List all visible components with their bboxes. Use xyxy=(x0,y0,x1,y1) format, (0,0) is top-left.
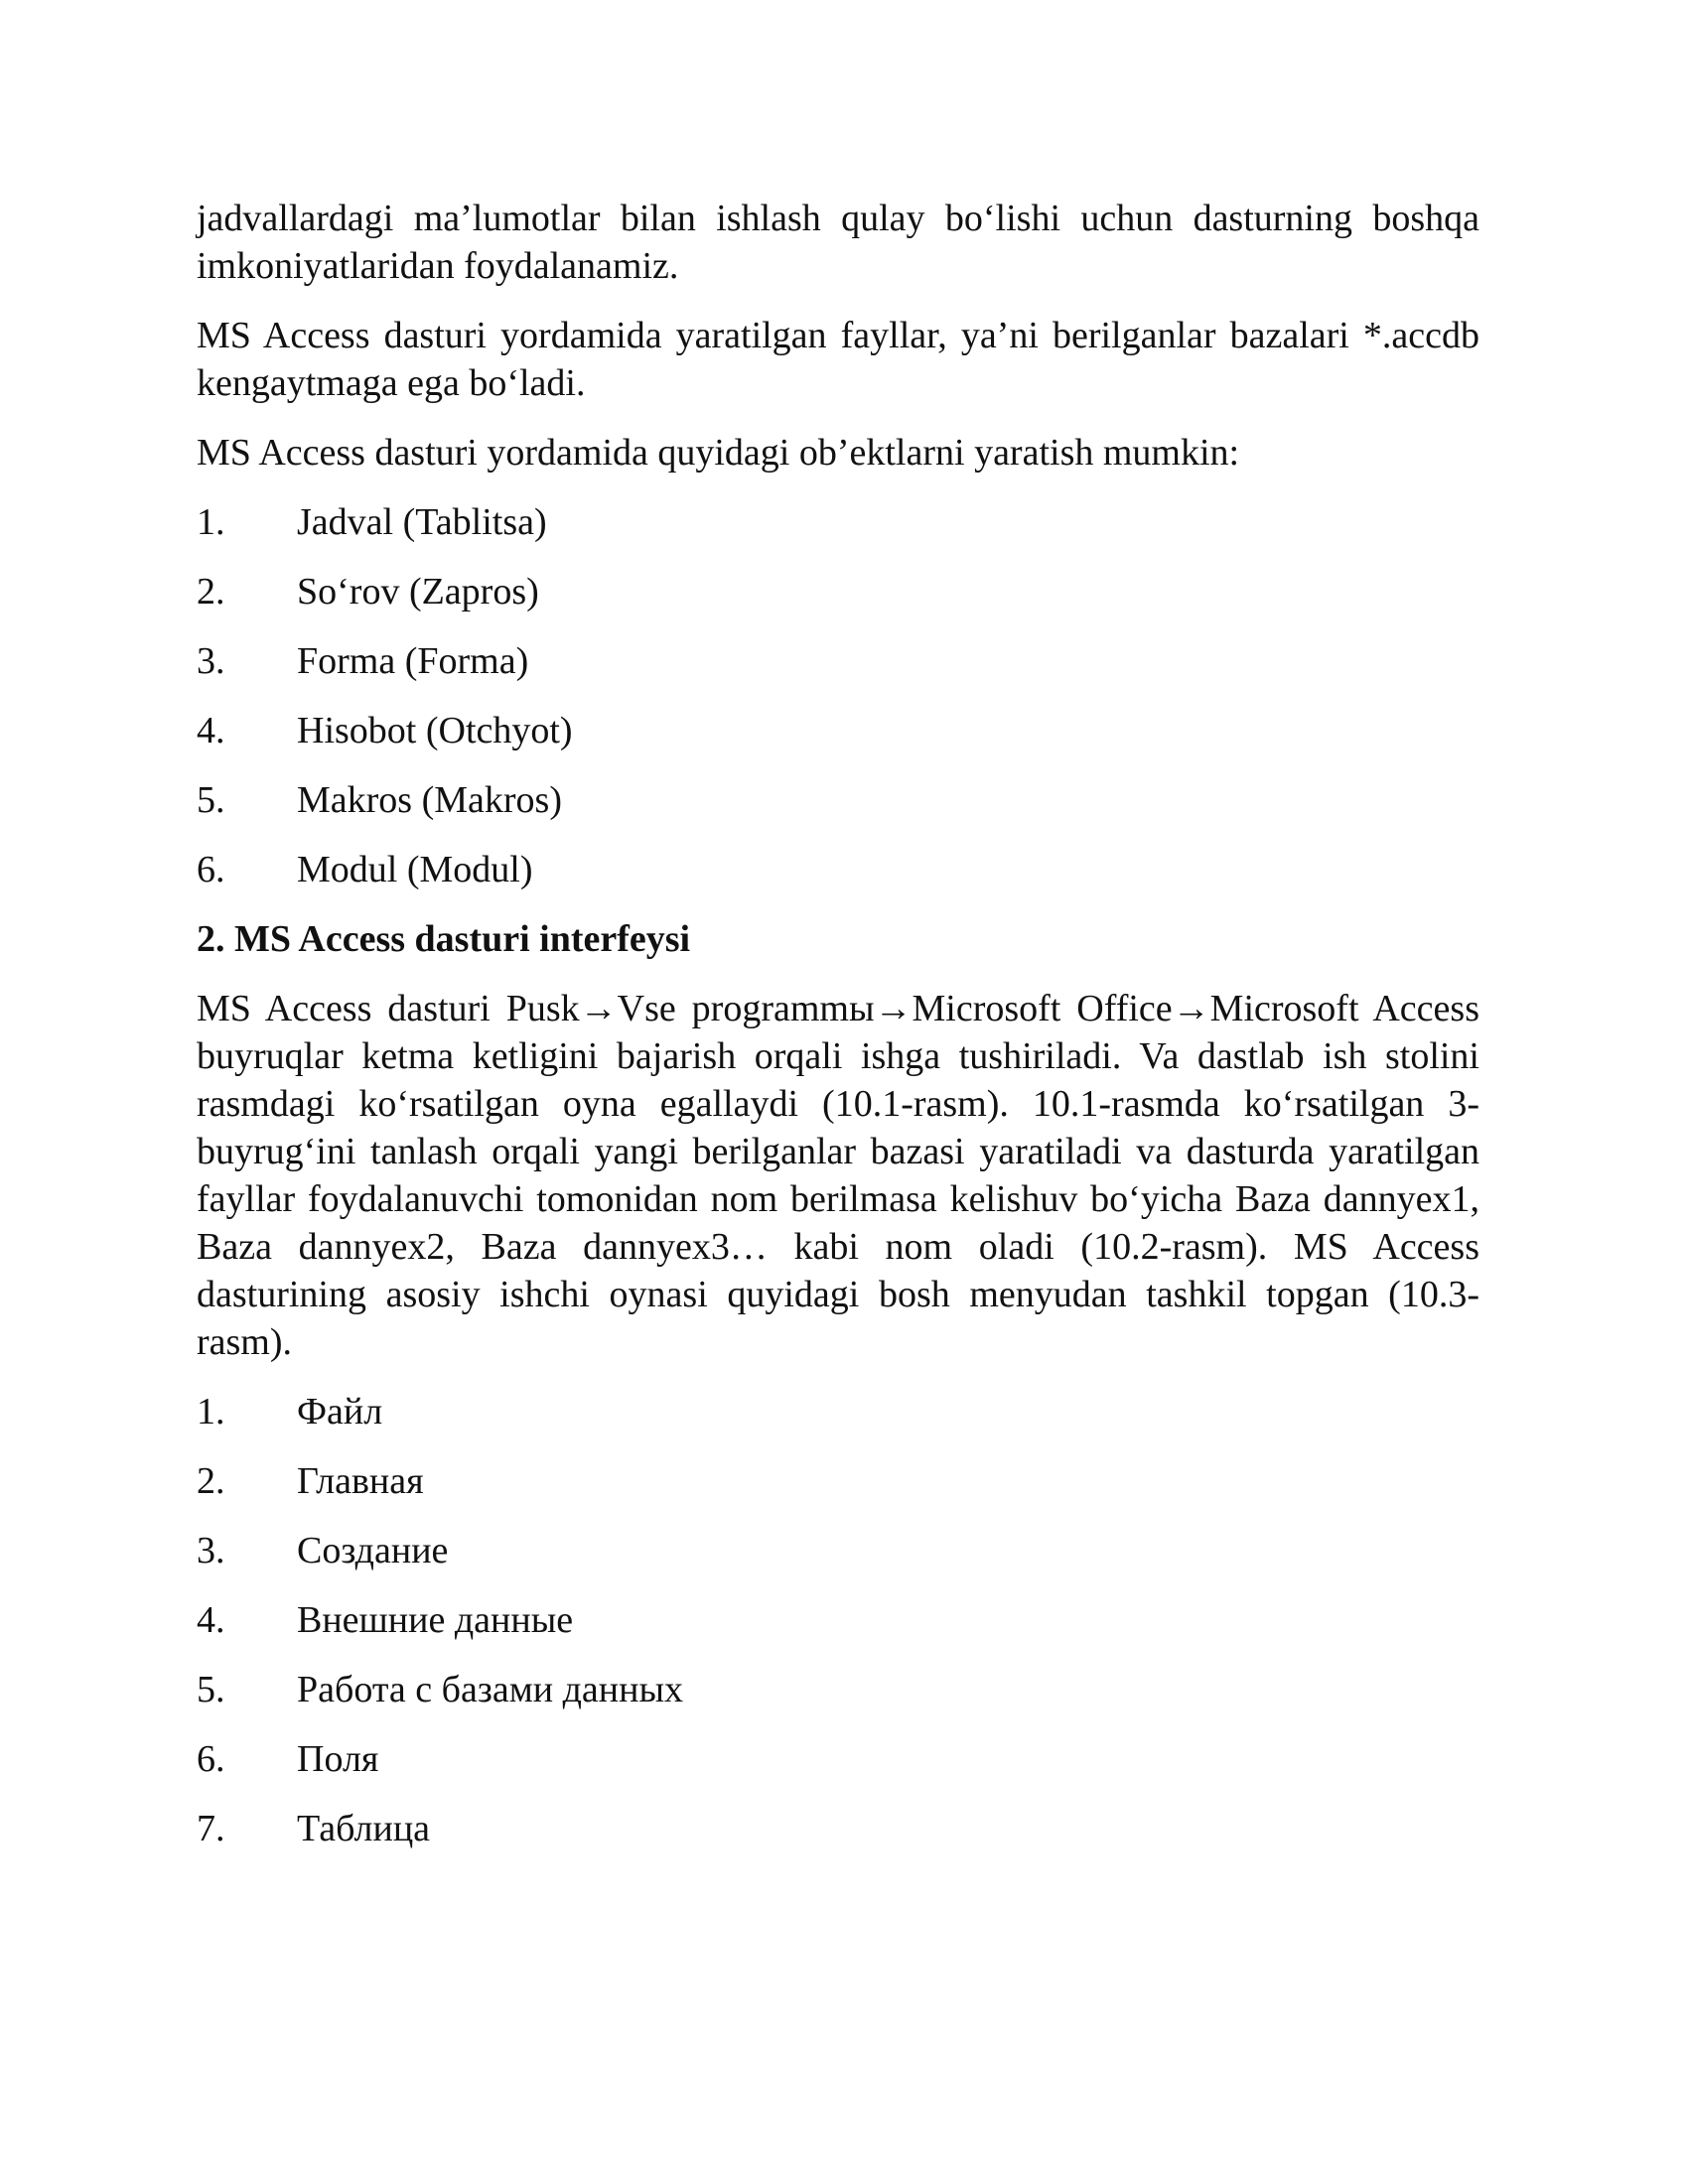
list-item-number: 7. xyxy=(197,1808,225,1849)
list-item xyxy=(197,707,1479,754)
list-item-number: 6. xyxy=(197,1738,225,1780)
list-item-text: Поля xyxy=(297,1738,379,1780)
objects-intro: MS Access dasturi yordamida quyidagi ob’ektlarni yaratish mumkin: xyxy=(197,432,1240,474)
list-item-number: 1. xyxy=(197,501,225,543)
list-item xyxy=(197,1596,1479,1644)
list-item xyxy=(197,1527,1479,1574)
list-item-text: So‘rov (Zapros) xyxy=(297,571,539,613)
document-page xyxy=(197,195,1479,1874)
section-heading: 2. MS Access dasturi interfeysi xyxy=(197,918,691,960)
list-item xyxy=(197,1388,1479,1435)
intro-paragraph: jadvallardagi ma’lumotlar bilan ishlash qulay bo‘lishi uchun dasturning boshqa imkoniyatlaridan foydalanamiz. xyxy=(197,198,1479,287)
list-item xyxy=(197,776,1479,824)
list-item xyxy=(197,637,1479,685)
list-item-number: 2. xyxy=(197,1460,225,1502)
list-item-text: Создание xyxy=(297,1530,449,1571)
list-item-number: 4. xyxy=(197,1599,225,1641)
list-item-number: 1. xyxy=(197,1391,225,1433)
list-item-number: 3. xyxy=(197,640,225,682)
list-item-text: Forma (Forma) xyxy=(297,640,529,682)
list-item-number: 6. xyxy=(197,849,225,890)
list-item-text: Файл xyxy=(297,1391,383,1433)
list-item xyxy=(197,1457,1479,1505)
list-item-number: 3. xyxy=(197,1530,225,1571)
list-item-text: Внешние данные xyxy=(297,1599,574,1641)
list-item-text: Modul (Modul) xyxy=(297,849,533,890)
list-item xyxy=(197,1805,1479,1852)
list-item-text: Таблица xyxy=(297,1808,431,1849)
list-item xyxy=(197,568,1479,615)
list-item xyxy=(197,1735,1479,1783)
list-item-number: 5. xyxy=(197,1669,225,1710)
list-item-text: Работа с базами данных xyxy=(297,1669,683,1710)
interface-paragraph: MS Access dasturi Pusk→Vse programmы→Microsoft Office→Microsoft Access buyruqlar ketma ketligini bajarish orqali ishga tushiriladi. Va dastlab ish stolini rasmdagi ko‘rsatilgan oyna egallaydi (10.1-rasm). 10.1-rasmda ko‘rsatilgan 3-buyrug‘ini tanlash orqali yangi berilganlar bazasi yaratiladi va dasturda yaratilgan fayllar foydalanuvchi tomonidan nom berilmasa kelishuv bo‘yicha Baza dannyex1, Baza dannyex2, Baza dannyex3… kabi nom oladi (10.2-rasm). MS Access dasturining asosiy ishchi oynasi quyidagi bosh menyudan tashkil topgan (10.3-rasm). xyxy=(197,988,1479,1363)
list-item-text: Hisobot (Otchyot) xyxy=(297,710,573,751)
list-item xyxy=(197,498,1479,546)
objects-list xyxy=(197,498,1479,893)
extension-paragraph: MS Access dasturi yordamida yaratilgan fayllar, ya’ni berilganlar bazalari *.accdb kengaytmaga ega bo‘ladi. xyxy=(197,315,1479,404)
list-item xyxy=(197,846,1479,893)
menu-list xyxy=(197,1388,1479,1852)
list-item xyxy=(197,1666,1479,1713)
list-item-number: 2. xyxy=(197,571,225,613)
list-item-number: 5. xyxy=(197,779,225,821)
list-item-text: Главная xyxy=(297,1460,424,1502)
list-item-text: Makros (Makros) xyxy=(297,779,563,821)
list-item-number: 4. xyxy=(197,710,225,751)
list-item-text: Jadval (Tablitsa) xyxy=(297,501,547,543)
